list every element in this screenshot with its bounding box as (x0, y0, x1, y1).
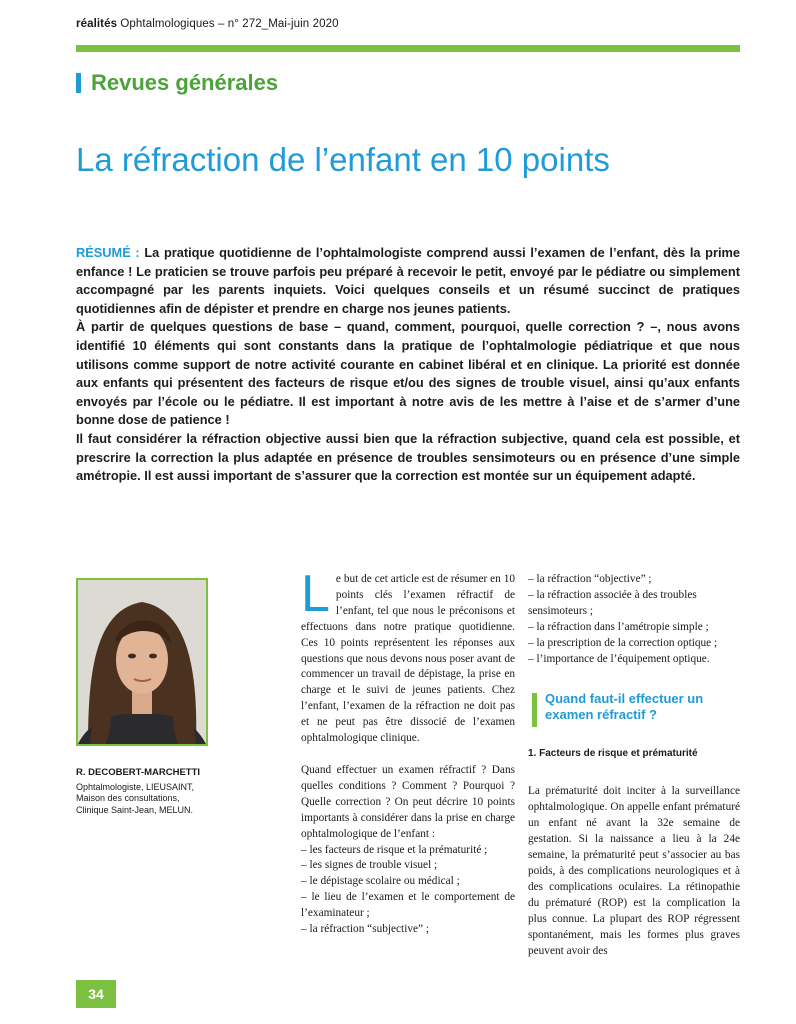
page-number: 34 (76, 980, 116, 1008)
abstract-paragraph-2: À partir de quelques questions de base – quand, comment, pourquoi, quelle correction ? –, nous avons identifié 10 éléments qui sont constants dans la pratique de l’ophtalmologie pédiatrique et que nous utilisons comme support de notre activité courante en cabinet libéral et en clinique. La priorité est donnée aux enfants qui présentent des facteurs de risque et/ou des signes de trouble visuel, ainsi qu’aux enfants envoyés par l’école ou le pédiatre. Il est important à notre avis de les mettre à l’aise et de s’armer d’une bonne dose de patience ! (76, 319, 740, 428)
journal-issue: Ophtalmologiques – n° 272_Mai-juin 2020 (120, 18, 339, 30)
rubric-label: Revues générales (91, 70, 279, 95)
section-title: Quand faut-il effectuer un examen réfractif ? (545, 691, 704, 723)
rubric (76, 70, 278, 96)
list-item: – la réfraction associée à des troubles sensimoteurs ; (528, 588, 697, 617)
list-item: – la réfraction dans l’amétropie simple ; (528, 620, 709, 633)
author-name: R. DECOBERT-MARCHETTI (76, 767, 201, 778)
body-column-2 (528, 572, 740, 959)
abstract (76, 244, 740, 486)
subsection-heading: 1. Facteurs de risque et prématurité (528, 748, 698, 760)
author-portrait-illustration (78, 580, 206, 744)
list-item: – l’importance de l’équipement optique. (528, 652, 710, 665)
section-marker (532, 693, 537, 727)
author-photo (76, 578, 208, 746)
list-item: – la réfraction “subjective” ; (301, 923, 429, 936)
running-head (76, 18, 339, 30)
abstract-label: RÉSUMÉ : (76, 245, 140, 260)
intro-paragraph (301, 565, 515, 747)
rubric-marker (76, 73, 81, 93)
section-heading (528, 691, 740, 727)
prematurity-paragraph: La prématurité doit inciter à la surveillance ophtalmologique. On appelle enfant prématuré un enfant né avant la 32e semaine de gestation. Si la naissance a lieu à la 24e semaine, la prématurité peut s’associer au bas poids, à des complications neurologiques et à des complications oculaires. La rétinopathie du prématuré (ROP) est la complication la plus connue. La plupart des ROP régressent spontanément, mais les formes plus graves peuvent avoir des (528, 785, 740, 957)
abstract-text-1: La pratique quotidienne de l’ophtalmologiste comprend aussi l’examen de l’enfant, dès la prime enfance ! Le praticien se trouve parfois peu préparé à recevoir le petit, envoyé par le pédiatre ou simplement accompagné par les parents inquiets. Voici quelques conseils et un résumé succinct de pratiques quotidiennes afin de dépister et prendre en charge nos jeunes patients. (76, 245, 741, 316)
journal-brand: réalités (76, 18, 118, 30)
drop-cap: L (301, 565, 330, 623)
list-item: – le dépistage scolaire ou médical ; (301, 875, 460, 888)
list-item: – la prescription de la correction optique ; (528, 636, 718, 649)
abstract-paragraph-3: Il faut considérer la réfraction objective aussi bien que la réfraction subjective, quand cela est possible, et prescrire la correction la plus adaptée en présence de troubles sensimoteurs ou en présence d’une simple amétropie. Il est aussi important de s’assurer que la correction est montée sur un équipement adapté. (76, 430, 740, 484)
author-affiliation-1: Ophtalmologiste, LIEUSAINT, (76, 781, 195, 792)
points-list-part-1 (301, 843, 515, 938)
list-item: – les signes de trouble visuel ; (301, 859, 438, 872)
list-item: – le lieu de l’examen et le comportement de l’examinateur ; (301, 891, 515, 920)
body-column-1 (301, 565, 515, 938)
intro-text: e but de cet article est de résumer en 10 points clés l’examen réfractif de l’enfant, tel que nous le préconisons et effectuons dans notre pratique quotidienne. Ces 10 points représentent les réponses aux questions que nous devons nous poser avant de commencer un travail de dépistage, la prise en charge et le suivi de jeunes patients. Chez l’enfant, l’examen de la réfraction ne doit pas et ne peut pas être dissocié de l’examen ophtalmologique clinique. (301, 573, 515, 745)
author-info (76, 767, 266, 816)
list-item: – la réfraction “objective” ; (528, 573, 652, 585)
header-rule (76, 45, 740, 52)
questions-paragraph: Quand effectuer un examen réfractif ? Dans quelles conditions ? Comment ? Pourquoi ? Quelle correction ? On peut décrire 10 points importants à considérer dans la prise en charge ophtalmologique de l’enfant : (301, 763, 515, 840)
author-affiliation-3: Clinique Saint-Jean, MELUN. (76, 804, 194, 815)
article-title: La réfraction de l’enfant en 10 points (76, 141, 610, 178)
points-list-part-2 (528, 572, 740, 667)
list-item: – les facteurs de risque et la prématurité ; (301, 843, 488, 856)
abstract-paragraph-1 (76, 244, 740, 318)
author-affiliation-2: Maison des consultations, (76, 793, 180, 804)
